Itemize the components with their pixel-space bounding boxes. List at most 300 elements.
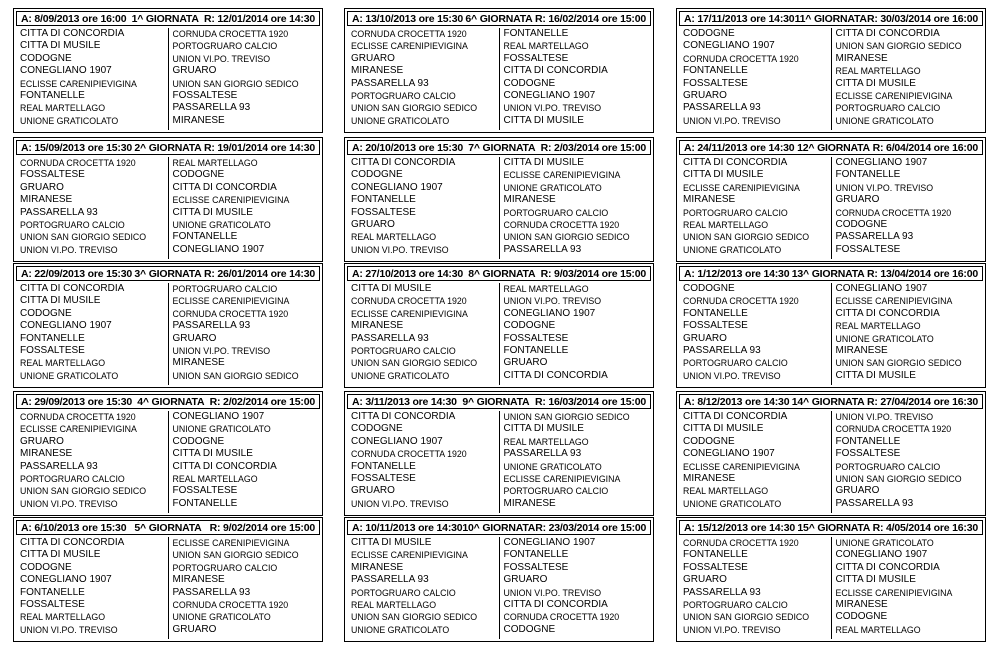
home-team: CORNUDA CROCETTA 1920	[351, 449, 467, 460]
home-team: UNION SAN GIORGIO SEDICO	[351, 103, 478, 114]
card-header	[16, 266, 320, 281]
away-team: PASSARELLA 93	[172, 320, 251, 332]
home-team: FOSSALTESE	[351, 206, 416, 218]
home-team: UNION VI.PO. TREVISO	[683, 624, 781, 635]
home-team: CODOGNE	[351, 169, 403, 181]
home-team: PORTOGRUARO CALCIO	[351, 90, 456, 101]
giornata-card	[676, 263, 986, 388]
giornata-card	[344, 517, 654, 642]
giornata-label: 4^ GIORNATA	[137, 395, 205, 408]
home-team: REAL MARTELLAGO	[683, 486, 769, 497]
home-team: CORNUDA CROCETTA 1920	[683, 538, 799, 548]
giornata-label: 15^ GIORNATA	[797, 521, 871, 534]
home-team: FONTANELLE	[20, 586, 85, 598]
home-team: UNIONE GRATICOLATO	[20, 115, 119, 126]
away-team: ECLISSE CARENIPIEVIGINA	[172, 296, 290, 307]
home-team: PORTOGRUARO CALCIO	[20, 473, 125, 484]
away-team: CORNUDA CROCETTA 1920	[172, 29, 289, 39]
away-team: PASSARELLA 93	[172, 102, 251, 114]
andata-date: A: 8/12/2013 ore 14:30	[684, 395, 790, 408]
away-team: ECLISSE CARENIPIEVIGINA	[172, 538, 290, 548]
ritorno-date: R: 19/01/2014 ore 14:30	[204, 141, 315, 154]
away-team: CITTA DI MUSILE	[835, 77, 916, 89]
home-team: CORNUDA CROCETTA 1920	[351, 296, 467, 307]
giornata-card	[676, 137, 986, 262]
away-team: UNIONE GRATICOLATO	[172, 219, 271, 230]
home-team: CITTA DI CONCORDIA	[683, 411, 788, 422]
away-team: GRUARO	[503, 357, 548, 369]
home-team: CITTA DI MUSILE	[683, 169, 764, 181]
home-team: CITTA DI MUSILE	[20, 549, 101, 561]
home-team: MIRANESE	[20, 448, 73, 460]
card-header	[347, 520, 651, 535]
away-team: CITTA DI MUSILE	[503, 423, 584, 435]
away-teams-column	[168, 28, 321, 130]
giornata-label: 1^ GIORNATA	[131, 12, 199, 25]
home-team: CITTA DI CONCORDIA	[20, 537, 125, 548]
home-team: UNION SAN GIORGIO SEDICO	[351, 358, 478, 369]
home-team: ECLISSE CARENIPIEVIGINA	[351, 41, 468, 52]
card-header	[679, 11, 983, 26]
fixtures-columns	[16, 537, 320, 639]
away-team: FOSSALTESE	[835, 243, 901, 255]
home-team: GRUARO	[351, 485, 395, 497]
home-teams-column	[16, 157, 168, 259]
away-team: CONEGLIANO 1907	[503, 307, 596, 319]
home-team: CORNUDA CROCETTA 1920	[683, 53, 799, 64]
home-team: REAL MARTELLAGO	[20, 358, 106, 369]
away-teams-column	[499, 537, 652, 639]
away-team: FOSSALTESE	[172, 89, 238, 101]
home-team: CONEGLIANO 1907	[20, 574, 112, 586]
home-team: UNION VI.PO. TREVISO	[351, 244, 449, 255]
home-team: UNION VI.PO. TREVISO	[20, 244, 118, 255]
giornata-label: 2^ GIORNATA	[134, 141, 202, 154]
away-team: MIRANESE	[172, 574, 225, 586]
away-team: UNION SAN GIORGIO SEDICO	[835, 358, 962, 369]
ritorno-date: R: 9/02/2014 ore 15:00	[209, 521, 315, 534]
home-team: ECLISSE CARENIPIEVIGINA	[683, 461, 800, 472]
away-team: CITTA DI MUSILE	[172, 448, 253, 460]
home-team: MIRANESE	[351, 320, 404, 332]
away-team: GRUARO	[172, 332, 217, 344]
away-team: REAL MARTELLAGO	[835, 624, 921, 635]
away-team: UNIONE GRATICOLATO	[835, 333, 934, 344]
home-team: REAL MARTELLAGO	[20, 612, 106, 623]
away-team: FONTANELLE	[503, 549, 569, 561]
ritorno-date: R: 6/04/2014 ore 16:00	[872, 141, 978, 154]
away-team: REAL MARTELLAGO	[172, 158, 258, 168]
ritorno-date: R: 16/02/2014 ore 15:00	[535, 12, 646, 25]
card-header	[347, 11, 651, 26]
home-teams-column	[347, 283, 499, 385]
home-team: CITTA DI CONCORDIA	[20, 28, 125, 39]
home-team: CITTA DI MUSILE	[20, 295, 101, 307]
away-team: UNION VI.PO. TREVISO	[172, 345, 271, 356]
away-team: UNION SAN GIORGIO SEDICO	[503, 232, 630, 243]
giornata-card	[13, 263, 323, 388]
home-teams-column	[679, 157, 831, 259]
home-team: UNIONE GRATICOLATO	[351, 624, 450, 635]
card-header	[679, 140, 983, 155]
home-team: REAL MARTELLAGO	[351, 232, 437, 243]
fixtures-columns	[679, 283, 983, 385]
home-team: GRUARO	[351, 52, 395, 64]
home-team: UNION SAN GIORGIO SEDICO	[683, 232, 810, 243]
home-team: FONTANELLE	[351, 460, 416, 472]
andata-date: A: 15/09/2013 ore 15:30	[21, 141, 132, 154]
home-team: MIRANESE	[351, 561, 404, 573]
ritorno-date: R: 23/03/2014 ore 15:00	[535, 521, 647, 534]
home-team: UNIONE GRATICOLATO	[683, 498, 782, 509]
away-team: UNION VI.PO. TREVISO	[503, 103, 602, 114]
away-team: REAL MARTELLAGO	[503, 41, 589, 52]
away-team: REAL MARTELLAGO	[835, 321, 921, 332]
away-team: UNION VI.PO. TREVISO	[835, 412, 934, 422]
away-team: FONTANELLE	[503, 344, 569, 356]
away-team: UNION VI.PO. TREVISO	[503, 296, 602, 307]
giornata-card	[344, 137, 654, 262]
away-team: CITTA DI MUSILE	[503, 114, 584, 126]
home-team: PASSARELLA 93	[351, 574, 429, 586]
giornata-card	[676, 391, 986, 516]
home-team: FOSSALTESE	[20, 169, 85, 181]
home-team: PORTOGRUARO CALCIO	[20, 219, 125, 230]
away-team: MIRANESE	[835, 598, 888, 610]
away-team: MIRANESE	[835, 52, 888, 64]
home-team: CODOGNE	[683, 435, 735, 447]
home-team: UNIONE GRATICOLATO	[20, 370, 119, 381]
away-team: FOSSALTESE	[503, 561, 569, 573]
home-team: ECLISSE CARENIPIEVIGINA	[20, 424, 137, 435]
home-team: REAL MARTELLAGO	[351, 599, 437, 610]
home-team: REAL MARTELLAGO	[683, 219, 769, 230]
giornata-label: 6^ GIORNATA	[465, 12, 533, 25]
andata-date: A: 27/10/2013 ore 14:30	[352, 267, 463, 280]
home-team: PORTOGRUARO CALCIO	[351, 587, 456, 598]
card-header	[347, 266, 651, 281]
home-team: CODOGNE	[20, 52, 72, 64]
away-team: PORTOGRUARO CALCIO	[172, 562, 278, 573]
away-team: FONTANELLE	[172, 231, 238, 243]
away-team: GRUARO	[503, 574, 548, 586]
away-team: PASSARELLA 93	[503, 243, 582, 255]
giornata-label: 13^ GIORNATA	[791, 267, 865, 280]
andata-date: A: 20/10/2013 ore 15:30	[352, 141, 463, 154]
away-team: CORNUDA CROCETTA 1920	[503, 219, 620, 230]
fixtures-columns	[679, 411, 983, 513]
home-teams-column	[347, 28, 499, 130]
away-team: FOSSALTESE	[503, 332, 569, 344]
home-teams-column	[679, 283, 831, 385]
home-team: CONEGLIANO 1907	[351, 181, 443, 193]
away-team: UNION SAN GIORGIO SEDICO	[835, 473, 962, 484]
andata-date: A: 13/10/2013 ore 15:30	[352, 12, 463, 25]
away-team: FONTANELLE	[835, 435, 901, 447]
away-team: PORTOGRUARO CALCIO	[503, 486, 609, 497]
home-teams-column	[679, 28, 831, 130]
home-team: PASSARELLA 93	[683, 344, 761, 356]
home-team: UNIONE GRATICOLATO	[351, 370, 450, 381]
andata-date: A: 24/11/2013 ore 14:30	[684, 141, 795, 154]
away-team: CITTA DI CONCORDIA	[503, 598, 608, 610]
card-header	[347, 394, 651, 409]
ritorno-date: R: 16/03/2014 ore 15:00	[535, 395, 646, 408]
away-team: CITTA DI MUSILE	[172, 206, 253, 218]
home-team: CODOGNE	[20, 561, 72, 573]
home-team: FOSSALTESE	[20, 344, 85, 356]
away-team: CITTA DI CONCORDIA	[835, 307, 940, 319]
away-team: FONTANELLE	[503, 28, 569, 39]
away-team: CITTA DI MUSILE	[503, 157, 584, 168]
home-team: PORTOGRUARO CALCIO	[683, 358, 788, 369]
andata-date: A: 22/09/2013 ore 15:30	[21, 267, 132, 280]
andata-date: A: 15/12/2013 ore 14:30	[684, 521, 795, 534]
away-team: UNION SAN GIORGIO SEDICO	[172, 370, 299, 381]
away-team: UNIONE GRATICOLATO	[503, 461, 602, 472]
home-teams-column	[347, 537, 499, 639]
andata-date: A: 29/09/2013 ore 15:30	[21, 395, 132, 408]
away-team: PORTOGRUARO CALCIO	[172, 41, 278, 52]
away-teams-column	[831, 537, 984, 639]
giornata-label: 11^ GIORNATA	[794, 12, 867, 25]
away-team: CITTA DI CONCORDIA	[172, 460, 277, 472]
home-teams-column	[679, 411, 831, 513]
giornata-label: 3^ GIORNATA	[134, 267, 202, 280]
home-team: CONEGLIANO 1907	[683, 40, 775, 52]
home-team: CORNUDA CROCETTA 1920	[20, 158, 136, 168]
away-team: MIRANESE	[503, 194, 556, 206]
away-team: GRUARO	[835, 194, 880, 206]
home-team: REAL MARTELLAGO	[20, 103, 106, 114]
away-teams-column	[499, 411, 652, 513]
card-header	[16, 140, 320, 155]
away-team: ECLISSE CARENIPIEVIGINA	[835, 296, 953, 307]
home-team: CORNUDA CROCETTA 1920	[683, 296, 799, 307]
home-team: CODOGNE	[683, 283, 735, 294]
away-team: UNION SAN GIORGIO SEDICO	[835, 41, 962, 52]
away-team: CONEGLIANO 1907	[503, 537, 596, 548]
ritorno-date: R: 2/02/2014 ore 15:00	[209, 395, 315, 408]
away-team: PASSARELLA 93	[503, 448, 582, 460]
fixtures-columns	[16, 157, 320, 259]
away-teams-column	[831, 411, 984, 513]
home-team: PASSARELLA 93	[683, 102, 761, 114]
home-team: CODOGNE	[683, 28, 735, 39]
home-team: CITTA DI CONCORDIA	[351, 157, 456, 168]
home-team: FOSSALTESE	[351, 472, 416, 484]
home-team: PASSARELLA 93	[683, 586, 761, 598]
home-team: FONTANELLE	[683, 307, 748, 319]
home-team: UNION VI.PO. TREVISO	[683, 115, 781, 126]
giornata-label: 12^ GIORNATA	[797, 141, 870, 154]
away-team: CONEGLIANO 1907	[172, 243, 265, 255]
home-team: GRUARO	[683, 332, 727, 344]
away-team: CORNUDA CROCETTA 1920	[172, 599, 289, 610]
away-teams-column	[168, 157, 321, 259]
away-team: PASSARELLA 93	[172, 586, 251, 598]
home-team: MIRANESE	[683, 194, 736, 206]
home-team: CONEGLIANO 1907	[20, 65, 112, 77]
away-team: PORTOGRUARO CALCIO	[835, 103, 941, 114]
home-team: CORNUDA CROCETTA 1920	[351, 29, 467, 39]
home-team: PASSARELLA 93	[351, 332, 429, 344]
away-team: CITTA DI MUSILE	[835, 369, 916, 381]
away-team: CONEGLIANO 1907	[503, 89, 596, 101]
away-team: CODOGNE	[835, 611, 888, 623]
fixtures-columns	[347, 157, 651, 259]
card-header	[16, 11, 320, 26]
home-team: PORTOGRUARO CALCIO	[683, 207, 788, 218]
home-team: UNIONE GRATICOLATO	[683, 244, 782, 255]
away-team: MIRANESE	[835, 344, 888, 356]
home-team: GRUARO	[20, 181, 64, 193]
away-team: FOSSALTESE	[835, 448, 901, 460]
away-team: MIRANESE	[172, 357, 225, 369]
away-teams-column	[831, 157, 984, 259]
fixtures-columns	[347, 537, 651, 639]
giornata-label: 8^ GIORNATA	[468, 267, 536, 280]
away-team: GRUARO	[835, 485, 880, 497]
away-team: ECLISSE CARENIPIEVIGINA	[835, 90, 953, 101]
home-teams-column	[347, 411, 499, 513]
away-team: GRUARO	[172, 65, 217, 77]
home-team: CITTA DI MUSILE	[351, 283, 432, 294]
giornata-card	[344, 263, 654, 388]
fixtures-columns	[16, 283, 320, 385]
away-team: UNION SAN GIORGIO SEDICO	[503, 412, 630, 422]
home-team: CITTA DI MUSILE	[20, 40, 101, 52]
andata-date: A: 6/10/2013 ore 15:30	[21, 521, 127, 534]
home-team: FONTANELLE	[683, 549, 748, 561]
away-team: ECLISSE CARENIPIEVIGINA	[172, 195, 290, 206]
giornata-card	[344, 391, 654, 516]
home-team: FOSSALTESE	[683, 77, 748, 89]
giornata-card	[344, 8, 654, 133]
card-header	[16, 520, 320, 535]
away-team: CITTA DI MUSILE	[835, 574, 916, 586]
home-team: PASSARELLA 93	[351, 77, 429, 89]
away-team: CORNUDA CROCETTA 1920	[172, 308, 289, 319]
card-header	[16, 394, 320, 409]
home-team: CONEGLIANO 1907	[20, 320, 112, 332]
away-team: MIRANESE	[503, 497, 556, 509]
away-team: CODOGNE	[503, 623, 556, 635]
home-team: CODOGNE	[20, 307, 72, 319]
away-team: FONTANELLE	[172, 497, 238, 509]
away-team: PASSARELLA 93	[835, 497, 914, 509]
away-teams-column	[168, 283, 321, 385]
fixtures-columns	[679, 537, 983, 639]
away-teams-column	[168, 537, 321, 639]
ritorno-date: R: 27/04/2014 ore 16:30	[867, 395, 978, 408]
ritorno-date: R: 26/01/2014 ore 14:30	[204, 267, 315, 280]
away-team: UNIONE GRATICOLATO	[835, 115, 934, 126]
home-team: PASSARELLA 93	[20, 460, 98, 472]
home-team: ECLISSE CARENIPIEVIGINA	[351, 550, 468, 561]
away-team: CONEGLIANO 1907	[835, 283, 928, 294]
away-team: UNION VI.PO. TREVISO	[835, 182, 934, 193]
home-team: UNION VI.PO. TREVISO	[20, 498, 118, 509]
home-team: FONTANELLE	[20, 89, 85, 101]
fixtures-columns	[347, 283, 651, 385]
home-team: FONTANELLE	[20, 332, 85, 344]
away-team: CITTA DI CONCORDIA	[172, 181, 277, 193]
away-team: FONTANELLE	[835, 169, 901, 181]
giornata-card	[13, 391, 323, 516]
home-team: UNION VI.PO. TREVISO	[20, 624, 118, 635]
home-team: UNION SAN GIORGIO SEDICO	[683, 612, 810, 623]
away-teams-column	[499, 157, 652, 259]
card-header	[679, 394, 983, 409]
away-team: REAL MARTELLAGO	[835, 66, 921, 77]
away-team: REAL MARTELLAGO	[172, 473, 258, 484]
giornata-card	[676, 8, 986, 133]
away-team: ECLISSE CARENIPIEVIGINA	[835, 587, 953, 598]
home-team: FONTANELLE	[351, 194, 416, 206]
away-teams-column	[499, 283, 652, 385]
home-teams-column	[679, 537, 831, 639]
away-team: CORNUDA CROCETTA 1920	[835, 207, 952, 218]
home-team: MIRANESE	[683, 472, 736, 484]
home-team: CONEGLIANO 1907	[351, 435, 443, 447]
away-team: CITTA DI CONCORDIA	[835, 28, 940, 39]
away-team: PORTOGRUARO CALCIO	[172, 284, 278, 294]
home-team: CITTA DI CONCORDIA	[683, 157, 788, 168]
away-teams-column	[831, 28, 984, 130]
away-team: CODOGNE	[503, 77, 556, 89]
home-team: UNIONE GRATICOLATO	[351, 115, 450, 126]
giornata-card	[13, 8, 323, 133]
home-team: FOSSALTESE	[683, 320, 748, 332]
fixtures-columns	[347, 28, 651, 130]
home-team: GRUARO	[351, 218, 395, 230]
fixtures-columns	[679, 28, 983, 130]
home-team: FOSSALTESE	[20, 598, 85, 610]
away-team: PASSARELLA 93	[835, 231, 914, 243]
home-team: CITTA DI MUSILE	[683, 423, 764, 435]
home-team: FONTANELLE	[683, 65, 748, 77]
home-team: CITTA DI CONCORDIA	[20, 283, 125, 294]
away-team: CODOGNE	[172, 169, 225, 181]
fixtures-columns	[16, 28, 320, 130]
home-team: UNION VI.PO. TREVISO	[351, 498, 449, 509]
away-team: UNIONE GRATICOLATO	[503, 182, 602, 193]
home-teams-column	[16, 28, 168, 130]
home-teams-column	[347, 157, 499, 259]
card-header	[347, 140, 651, 155]
away-team: REAL MARTELLAGO	[503, 436, 589, 447]
home-team: PORTOGRUARO CALCIO	[683, 599, 788, 610]
away-team: MIRANESE	[172, 114, 225, 126]
home-team: CITTA DI CONCORDIA	[351, 411, 456, 422]
giornata-label: 14^ GIORNATA	[791, 395, 865, 408]
away-team: CODOGNE	[835, 218, 888, 230]
away-team: UNION SAN GIORGIO SEDICO	[172, 78, 299, 89]
giornata-card	[676, 517, 986, 642]
card-header	[679, 520, 983, 535]
andata-date: A: 3/11/2013 ore 14:30	[352, 395, 457, 408]
home-team: UNION SAN GIORGIO SEDICO	[351, 612, 478, 623]
away-team: CODOGNE	[172, 435, 225, 447]
home-team: ECLISSE CARENIPIEVIGINA	[20, 78, 137, 89]
away-team: CONEGLIANO 1907	[835, 549, 928, 561]
home-team: PASSARELLA 93	[20, 206, 98, 218]
away-team: CITTA DI CONCORDIA	[503, 369, 608, 381]
away-team: PORTOGRUARO CALCIO	[503, 207, 609, 218]
ritorno-date: R: 4/05/2014 ore 16:30	[872, 521, 978, 534]
home-teams-column	[16, 537, 168, 639]
